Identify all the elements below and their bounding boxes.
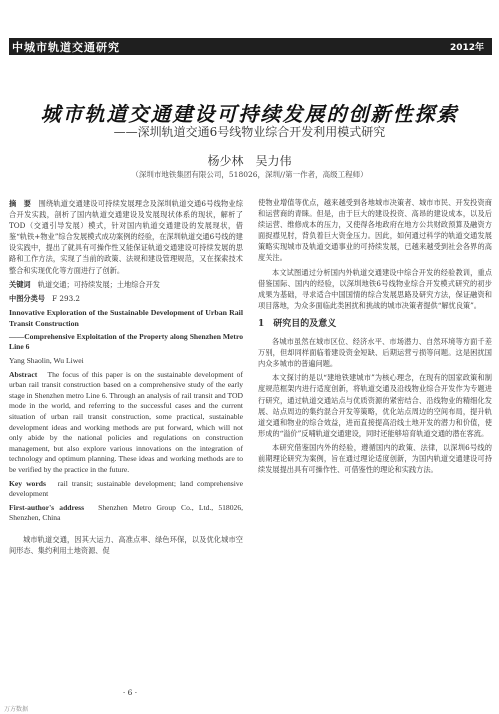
paper-authors: 杨少林 吴力伟 — [207, 154, 292, 168]
left-column — [9, 198, 243, 559]
body-paragraph-4: 本文探讨的是以“建地铁建城市”为核心理念，在现有的国家政策和制度规范框架内进行适度创新，将轨道交通及沿线物业综合开发作为专题进行研究，通过轨道交通站点与优质资源的紧密结合、沿线物业的精细化发展、站点周边的集约混合开发等策略，优化站点周边的空间布局，提升轨道交通和物业的综合效益，进而直接提高沿线土地开发的潜力和价值，使形成的“溢价”反哺轨道交通建设，同时还能够培育轨道交通的潜在客流。 — [258, 373, 492, 438]
journal-year: 2012年 — [449, 43, 484, 53]
journal-logo: 中城市轨道交通研究 — [12, 40, 120, 54]
first-author-text: Shenzhen Metro Group Co., Ltd., 518026, Shenzhen, China — [9, 502, 244, 523]
abstract-en — [9, 370, 243, 476]
first-author-address — [9, 503, 243, 524]
english-authors: Yang Shaolin, Wu Liwei — [9, 356, 84, 366]
classification-cn — [9, 293, 243, 304]
classification-value: F 293.2 — [52, 293, 81, 303]
first-author-label: First-author's address — [9, 502, 85, 512]
page-number: · 6 · — [122, 688, 138, 697]
abstract-en-text: The focus of this paper is on the sustainable development of urban rail transit construction based on a comprehensive study of the early stage in Shenzhen metro Line 6. Through an analysis of rail transit and TOD mode in the world, and referring to the successful cases and the current situation of urban rail transit construction, some practical, sustainable development ideas and working methods are put forward, which will not only abide by the national policies and regulations on construction management, but also explore various innovations on the integration of technology and optimum planning. These ideas and working methods are to be verified by the practice in the future. — [9, 369, 244, 474]
left-body-paragraph: 城市轨道交通，因其大运力、高准点率、绿色环保，以及优化城市空间形态、集约利用土地资源、促 — [9, 534, 243, 556]
watermark: 万方数据 — [4, 706, 29, 713]
keywords-en-text: rail transit; sustainable development; land comprehensive development — [9, 478, 243, 499]
keywords-cn — [9, 279, 243, 290]
abstract-cn-text: 围绕轨道交通建设可持续发展理念及深圳轨道交通6号线物业综合开发实践，剖析了国内轨道交通建设及发展现状体系的现状，解析了TOD（交通引导发展）模式，针对国内轨道交通建设的发展现状，借鉴“轨铁+物业”综合发展模式成功案例的经验，在深圳轨道交通6号线的建设实践中，提出了就具有可操作性又能保证轨道交通建设可持续发展的思路和工作方法，实现了当前的政策、法规和建设管理规范，又在探索技术整合和实现优化等方面进行了创新。 — [9, 199, 243, 275]
abstract-en-label: Abstract — [9, 369, 38, 379]
abstract-cn-label: 摘 要 — [9, 199, 32, 208]
body-paragraph-2: 本文试图通过分析国内外轨道交通建设中综合开发的经验教训，重点借鉴国际、国内的经验，以深圳地铁6号线物业综合开发模式研究的初步成果为基础，寻求适合中国国情的综合发展思路及研究方法，保证融资和项目落地，为众多面临此类困扰和挑战的城市决策者提供“解忧良策”。 — [258, 267, 492, 310]
paper-subtitle: ——深圳轨道交通6号线物业综合开发利用模式研究 — [113, 125, 386, 139]
body-paragraph-5: 本研究借鉴国内外的经验，遵循国内的政策、法律，以深圳6号线的前期理论研究为案例，旨在通过理论适度创新，为国内轨道交通建设可持续发展提出具有可操作性、可借鉴性的理论和实践方法。 — [258, 442, 492, 475]
abstract-cn — [9, 198, 243, 276]
journal-header-bar — [9, 38, 492, 55]
right-column — [258, 197, 492, 478]
body-paragraph-3: 各城市虽然在城市区位、经济水平、市场潜力、自然环境等方面千差万别，但却同样面临着建设资金短缺、后期运营亏损等问题。这是困扰国内众多城市的普遍问题。 — [258, 337, 492, 369]
english-subtitle: ——Comprehensive Exploitation of the Property along Shenzhen Metro Line 6 — [9, 331, 243, 352]
body-paragraph-1: 使物业增值等优点，越来越受到各地城市决策者、城市市民、开发投资商和运营商的青睐。但是，由于巨大的建设投资、高昂的建设成本，以及后续运营、维修成本的压力，又使得各地政府在地方公共财政预算及融资方面捉襟见肘，背负着巨大资金压力。因此，如何通过科学的轨道交通发展策略实现城市及轨道交通事业的可持续发展，已越来越受到社会各界的高度关注。 — [258, 198, 492, 263]
keywords-cn-label: 关键词 — [9, 279, 31, 289]
english-title-text: Innovative Exploration of the Sustainable Development of Urban Rail Transit Construction — [9, 307, 243, 328]
section-heading-1: 1 研究目的及意义 — [258, 318, 337, 329]
classification-label: 中图分类号 — [9, 293, 45, 303]
paper-title: 城市轨道交通建设可持续发展的创新性探索 — [40, 102, 459, 126]
keywords-cn-text: 轨道交通；可持续发展；土地综合开发 — [37, 279, 160, 289]
keywords-en — [9, 479, 243, 500]
english-title — [9, 307, 243, 329]
keywords-en-label: Key words — [9, 478, 46, 488]
paper-affiliation: （深圳市地铁集团有限公司，518026，深圳//第一作者，高级工程师） — [131, 170, 368, 179]
